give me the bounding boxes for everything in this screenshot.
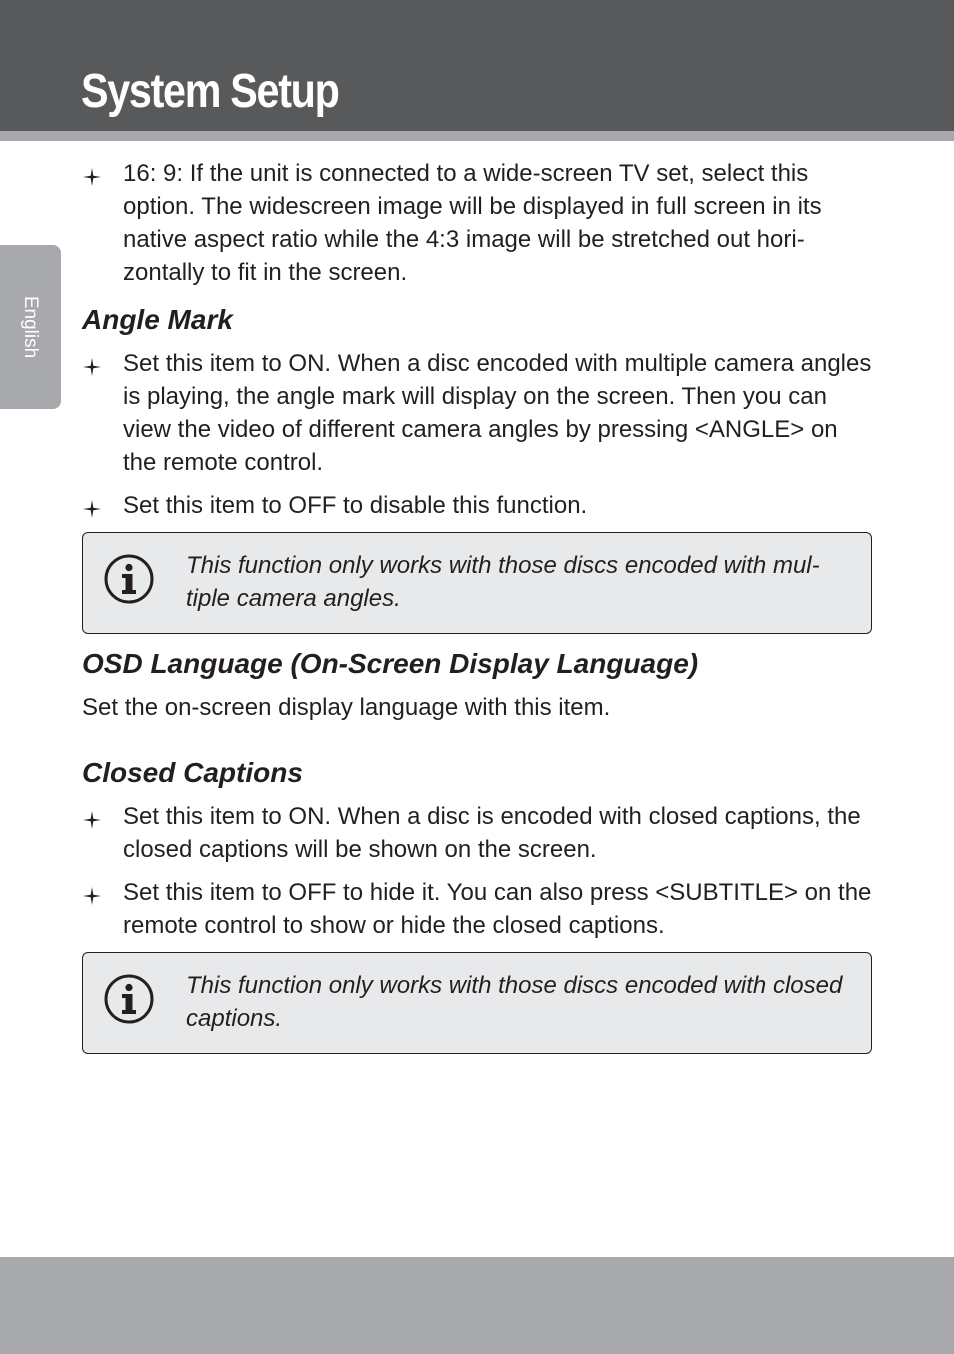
page-title: System Setup [81,65,339,118]
page-header [0,0,954,131]
four-point-star-icon [82,490,102,520]
section-heading-osd-language: OSD Language (On-Screen Display Language) [82,648,699,679]
four-point-star-icon [82,348,102,378]
bullet-text: Set this item to ON. When a disc encoded with multiple camera angles is playing, the angle mark will display on the screen. Then you can view the video of different camera angles by pressing <ANGLE> on the remote control. [123,350,872,476]
section-heading-angle-mark: Angle Mark [82,304,233,335]
bullet-text: 16: 9: If the unit is connected to a wide-screen TV set, select this option. The widescreen image will be displayed in full screen in its native aspect ratio while the 4:3 image will be stretched out hori-zontally to fit in the screen. [123,160,822,286]
four-point-star-icon [82,158,102,188]
section-heading-closed-captions: Closed Captions [82,757,303,788]
info-icon [103,553,155,605]
note-text: This function only works with those discs encoded with mul-tiple camera angles. [186,552,820,612]
bullet-text: Set this item to OFF to disable this function. [123,492,588,519]
bullet-text: Set this item to OFF to hide it. You can also press <SUBTITLE> on the remote control to show or hide the closed captions. [123,879,872,939]
language-tab-label: English [20,295,41,359]
four-point-star-icon [82,801,102,831]
list-item [82,157,872,289]
info-icon [103,973,155,1025]
language-side-tab [0,245,61,409]
list-item [82,800,872,866]
page-footer-band [0,1257,954,1354]
note-text: This function only works with those discs encoded with closed captions. [186,972,843,1032]
osd-language-description: Set the on-screen display language with this item. [82,694,611,721]
four-point-star-icon [82,877,102,907]
list-item [82,347,872,479]
list-item [82,876,872,942]
list-item [82,489,872,522]
page-content [82,157,872,1054]
note-box-angle-mark [82,532,872,634]
header-rule [0,131,954,141]
note-box-closed-captions [82,952,872,1054]
bullet-text: Set this item to ON. When a disc is encoded with closed captions, the closed captions will be shown on the screen. [123,803,861,863]
